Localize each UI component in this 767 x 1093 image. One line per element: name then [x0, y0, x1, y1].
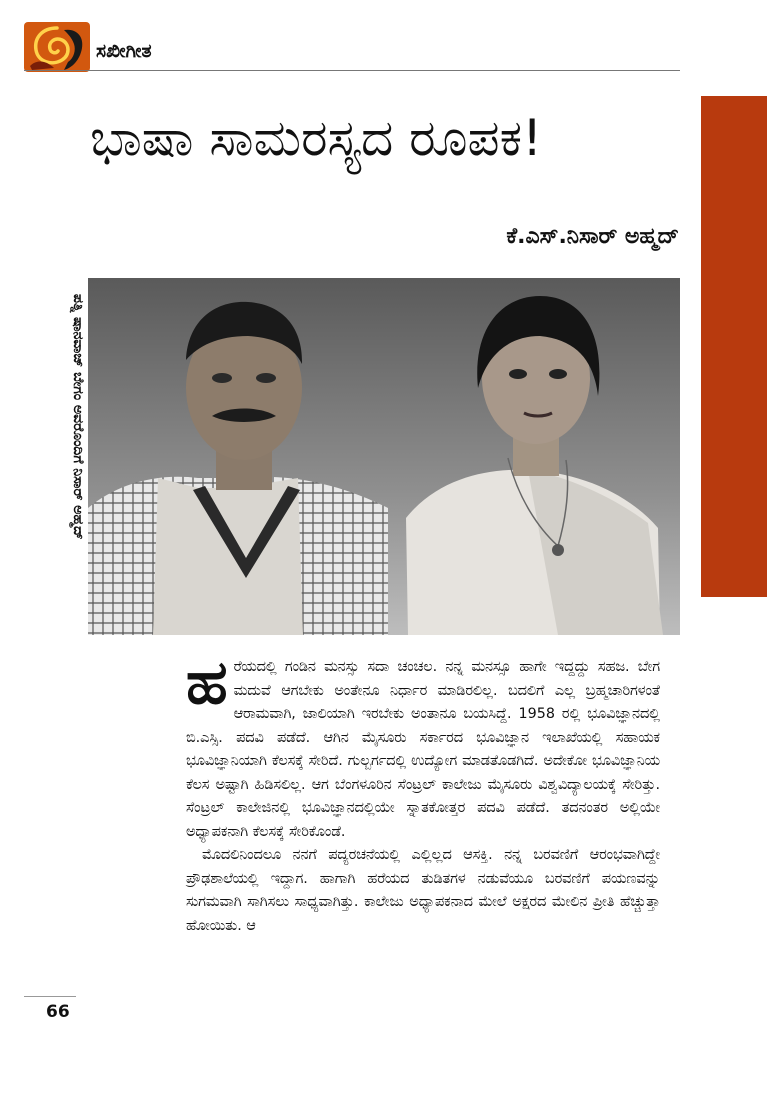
header-divider — [24, 70, 680, 71]
paragraph-text: ಮೊದಲಿನಿಂದಲೂ ನನಗೆ ಪದ್ಯರಚನೆಯಲ್ಲಿ ಎಲ್ಲಿಲ್ಲದ ಆಸಕ್ತಿ. ನನ್ನ ಬರವಣಿಗೆ ಆರಂಭವಾಗಿದ್ದೇ ಪ್ರೌಢಶಾಲೆಯಲ್ಲಿ ಇದ್ದಾಗ. ಹಾಗಾಗಿ ಹರೆಯದ ತುಡಿತಗಳ ನಡುವೆಯೂ ಬರವಣಿಗೆ ಪಯಣವನ್ನು ಸುಗಮವಾಗಿ ಸಾಗಿಸಲು ಸಾಧ್ಯವಾಗಿತ್ತು. ಕಾಲೇಜು ಅಧ್ಯಾಪಕನಾದ ಮೇಲೆ ಅಕ್ಷರದ ಮೇಲಿನ ಪ್ರೀತಿ ಹೆಚ್ಚುತ್ತಾ ಹೋಯಿತು. ಆ — [186, 847, 660, 934]
article-paragraph — [186, 648, 660, 844]
article-paragraph — [186, 844, 660, 938]
side-color-band — [701, 96, 767, 597]
page-number: 66 — [46, 1002, 70, 1022]
article-title: ಭಾಷಾ ಸಾಮರಸ್ಯದ ರೂಪಕ! — [90, 109, 543, 167]
magazine-logo — [24, 22, 90, 72]
section-label: ಸಖೀಗೀತ — [96, 40, 152, 62]
article-body — [186, 648, 660, 938]
paragraph-text: ರೆಯದಲ್ಲಿ ಗಂಡಿನ ಮನಸ್ಸು ಸದಾ ಚಂಚಲ. ನನ್ನ ಮನಸ್ಸೂ ಹಾಗೇ ಇದ್ದದ್ದು ಸಹಜ. ಬೇಗ ಮದುವೆ ಆಗಬೇಕು ಅಂತೇನೂ ನಿರ್ಧಾರ ಮಾಡಿರಲಿಲ್ಲ. ಬದಲಿಗೆ ಎಲ್ಲ ಬ್ರಹ್ಮಚಾರಿಗಳಂತೆ ಆರಾಮವಾಗಿ, ಜಾಲಿಯಾಗಿ ಇರಬೇಕು ಅಂತಾನೂ ಬಯಸಿದ್ದೆ. 1958 ರಲ್ಲಿ ಭೂವಿಜ್ಞಾನದಲ್ಲಿ ಬಿ.ಎಸ್ಸಿ. ಪದವಿ ಪಡೆದೆ. ಆಗಿನ ಮೈಸೂರು ಸರ್ಕಾರದ ಭೂವಿಜ್ಞಾನ ಇಲಾಖೆಯಲ್ಲಿ ಸಹಾಯಕ ಭೂವಿಜ್ಞಾನಿಯಾಗಿ ಕೆಲಸಕ್ಕೆ ಸೇರಿದೆ. ಗುಲ್ಬರ್ಗದಲ್ಲಿ ಉದ್ಯೋಗ ಮಾಡತೊಡಗಿದೆ. ಅದೇಕೋ ಭೂವಿಜ್ಞಾನಿಯ ಕೆಲಸ ಅಷ್ಟಾಗಿ ಹಿಡಿಸಲಿಲ್ಲ. ಆಗ ಬೆಂಗಳೂರಿನ ಸೆಂಟ್ರಲ್ ಕಾಲೇಜು ಮೈಸೂರು ವಿಶ್ವವಿದ್ಯಾಲಯಕ್ಕೆ ಸೇರಿತ್ತು. ಸೆಂಟ್ರಲ್ ಕಾಲೇಜಿನಲ್ಲಿ ಭೂವಿಜ್ಞಾನದಲ್ಲಿಯೇ ಸ್ನಾತಕೋತ್ತರ ಪದವಿ ಪಡೆದೆ. ತದನಂತರ ಅಲ್ಲಿಯೇ ಅಧ್ಯಾಪಕನಾಗಿ ಕೆಲಸಕ್ಕೆ ಸೇರಿಕೊಂಡೆ. — [186, 659, 660, 840]
swirl-logo-icon — [24, 22, 90, 72]
couple-photo — [88, 278, 680, 635]
footer-divider — [24, 996, 76, 997]
portrait-photo-icon — [88, 278, 680, 635]
drop-cap: ಹ — [186, 648, 228, 718]
photo-caption: ಪತ್ನಿ ಷಾನವಾಜ್ ಬೇಗಂ ಅವರೊಂದಿಗೆ ನಿಸಾರ್ ಅಹ್ಮದ್ — [70, 294, 86, 540]
article-author: ಕೆ.ಎಸ್.ನಿಸಾರ್ ಅಹ್ಮದ್ — [506, 224, 679, 249]
